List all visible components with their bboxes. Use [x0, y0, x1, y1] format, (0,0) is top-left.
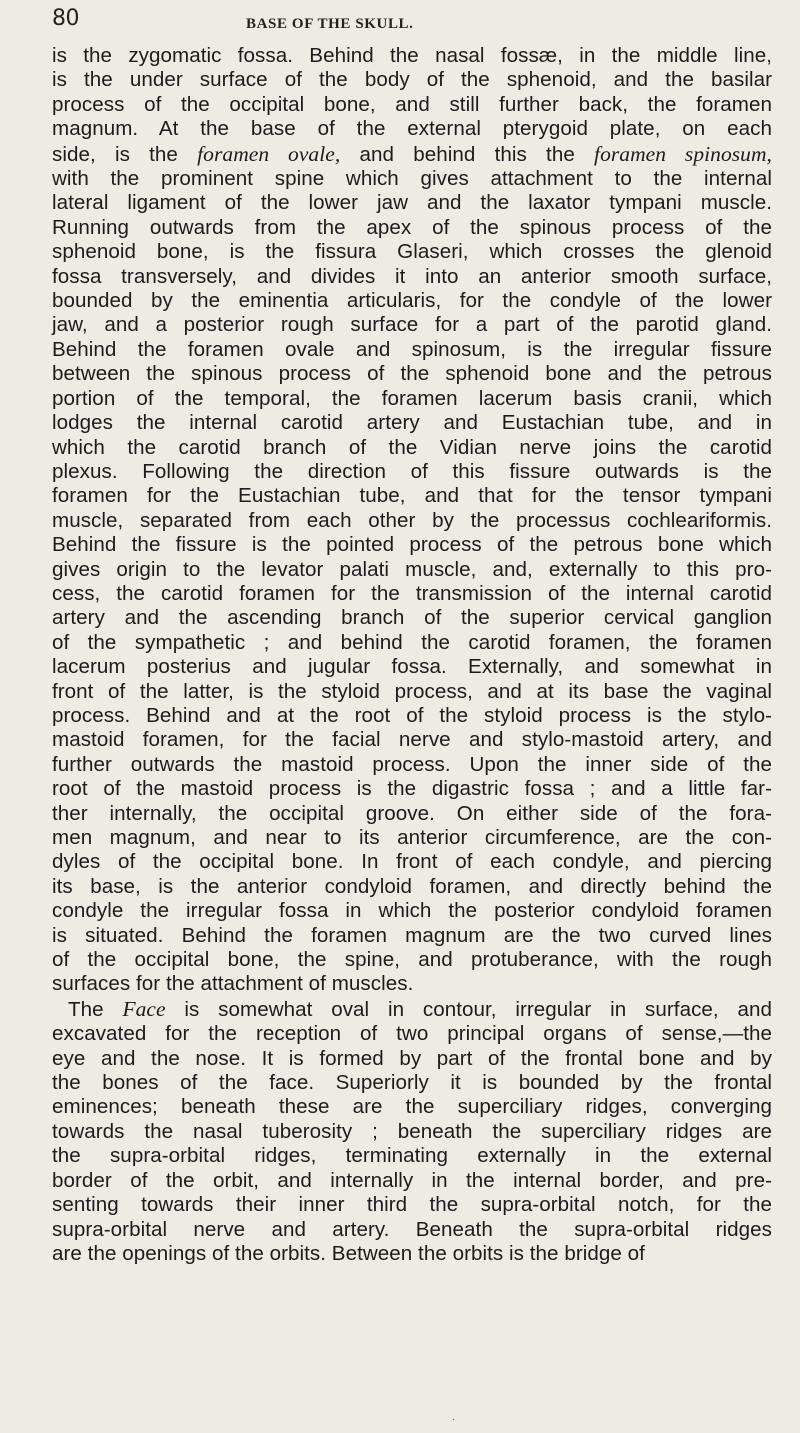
- text-run: the supra-orbital ridges, terminating externally in the external: [52, 1144, 772, 1168]
- text-run: artery and the ascending branch of the superior cervical ganglion: [52, 606, 772, 630]
- text-line: [52, 802, 772, 826]
- text-line: [52, 167, 772, 191]
- text-line: [52, 362, 772, 386]
- text-run: excavated for the reception of two principal organs of sense,—the: [52, 1022, 772, 1046]
- text-run: lacerum posterius and jugular fossa. Externally, and somewhat in: [52, 655, 772, 679]
- text-line: [52, 436, 772, 460]
- text-line: [52, 460, 772, 484]
- text-line: [52, 142, 772, 167]
- text-line: [52, 509, 772, 533]
- text-run: foramen for the Eustachian tube, and that for the tensor tympani: [52, 484, 772, 508]
- text-line: [52, 1193, 772, 1217]
- text-line: [52, 582, 772, 606]
- text-line: [52, 411, 772, 435]
- text-run: bounded by the eminentia articularis, for the condyle of the lower: [52, 289, 772, 313]
- text-run: with the prominent spine which gives attachment to the internal: [52, 167, 772, 191]
- text-run: its base, is the anterior condyloid foramen, and directly behind the: [52, 874, 772, 898]
- text-run: the bones of the face. Superiorly it is bounded by the frontal: [52, 1071, 772, 1095]
- page-number: 80: [52, 6, 79, 31]
- paragraph-face: [52, 997, 772, 1266]
- text-line: [52, 850, 772, 874]
- text-line: [52, 338, 772, 362]
- text-line: [52, 826, 772, 850]
- body-text: [52, 44, 772, 1266]
- print-speck: ·: [452, 1414, 456, 1425]
- italic-term: foramen ovale,: [197, 141, 341, 166]
- text-line: [52, 1169, 772, 1193]
- text-run: are the openings of the orbits. Between the orbits is the bridge of: [52, 1241, 645, 1265]
- text-run: is the under surface of the body of the sphenoid, and the basilar: [52, 68, 772, 92]
- text-run: magnum. At the base of the external pterygoid plate, on each: [52, 117, 772, 141]
- text-run: surfaces for the attachment of muscles.: [52, 972, 414, 996]
- text-run: front of the latter, is the styloid process, and at its base the vaginal: [52, 679, 772, 703]
- text-run: is the zygomatic fossa. Behind the nasal fossæ, in the middle line,: [52, 44, 772, 67]
- text-run: border of the orbit, and internally in the internal border, and pre-: [52, 1168, 772, 1192]
- text-line: [52, 265, 772, 289]
- text-line: [52, 1071, 772, 1095]
- text-line: [52, 1022, 772, 1046]
- text-line: [52, 777, 772, 801]
- text-line: [52, 558, 772, 582]
- text-run: fossa transversely, and divides it into an anterior smooth surface,: [52, 264, 772, 288]
- text-line: [52, 948, 772, 972]
- text-line: [52, 899, 772, 923]
- text-line: [52, 1120, 772, 1144]
- text-line: [52, 313, 772, 337]
- text-run: senting towards their inner third the supra-orbital notch, for the: [52, 1193, 772, 1217]
- text-run: sphenoid bone, is the fissura Glaseri, which crosses the glenoid: [52, 240, 772, 264]
- text-line: [52, 387, 772, 411]
- text-line: [52, 484, 772, 508]
- text-run: supra-orbital nerve and artery. Beneath the supra-orbital ridges: [52, 1217, 772, 1241]
- text-line: [52, 1047, 772, 1071]
- text-run: eye and the nose. It is formed by part of the frontal bone and by: [52, 1046, 772, 1070]
- text-run: process of the occipital bone, and still further back, the foramen: [52, 92, 772, 116]
- text-line: [52, 728, 772, 752]
- text-run: Running outwards from the apex of the spinous process of the: [52, 215, 772, 239]
- text-line: [52, 1218, 772, 1242]
- text-line: [52, 972, 772, 996]
- text-line: [52, 655, 772, 679]
- text-line: [52, 1242, 772, 1266]
- text-line: [52, 533, 772, 557]
- text-run: muscle, separated from each other by the processus cochleariformis.: [52, 508, 772, 532]
- text-run: Behind the foramen ovale and spinosum, is the irregular fissure: [52, 337, 772, 361]
- text-run: The: [68, 997, 123, 1021]
- text-run: towards the nasal tuberosity ; beneath the superciliary ridges are: [52, 1119, 772, 1143]
- italic-term: foramen spinosum,: [594, 141, 772, 166]
- text-line: [52, 1144, 772, 1168]
- text-run: side, is the: [52, 142, 198, 166]
- paragraph-base-of-skull: [52, 44, 772, 997]
- text-line: [52, 68, 772, 92]
- text-run: is somewhat oval in contour, irregular in surface, and: [165, 997, 772, 1021]
- text-run: jaw, and a posterior rough surface for a part of the parotid gland.: [52, 313, 772, 337]
- text-line: [52, 924, 772, 948]
- text-run: gives origin to the levator palati muscle, and, externally to this pro-: [52, 557, 772, 581]
- text-run: Behind the fissure is the pointed process of the petrous bone which: [52, 533, 772, 557]
- text-run: condyle the irregular fossa in which the posterior condyloid foramen: [52, 899, 772, 923]
- text-run: between the spinous process of the sphenoid bone and the petrous: [52, 362, 772, 386]
- text-line: [52, 1095, 772, 1119]
- text-run: mastoid foramen, for the facial nerve and stylo-mastoid artery, and: [52, 728, 772, 752]
- text-line: [52, 117, 772, 141]
- text-line: [52, 606, 772, 630]
- text-run: lateral ligament of the lower jaw and the laxator tympani muscle.: [52, 191, 772, 215]
- text-line: [52, 289, 772, 313]
- text-line: [52, 216, 772, 240]
- text-run: ther internally, the occipital groove. On either side of the fora-: [52, 801, 772, 825]
- text-line: [52, 44, 772, 68]
- text-run: eminences; beneath these are the superciliary ridges, converging: [52, 1095, 772, 1119]
- text-run: and behind this the: [340, 142, 595, 166]
- text-line: [52, 997, 772, 1022]
- text-run: cess, the carotid foramen for the transmission of the internal carotid: [52, 581, 772, 605]
- running-head: BASE OF THE SKULL.: [246, 16, 414, 32]
- italic-term: Face: [122, 996, 166, 1021]
- text-line: [52, 191, 772, 215]
- text-line: [52, 680, 772, 704]
- text-line: [52, 631, 772, 655]
- text-run: lodges the internal carotid artery and Eustachian tube, and in: [52, 411, 772, 435]
- text-run: further outwards the mastoid process. Upon the inner side of the: [52, 752, 772, 776]
- text-run: dyles of the occipital bone. In front of each condyle, and piercing: [52, 850, 772, 874]
- text-run: which the carotid branch of the Vidian nerve joins the carotid: [52, 435, 772, 459]
- text-run: process. Behind and at the root of the styloid process is the stylo-: [52, 703, 772, 727]
- text-line: [52, 93, 772, 117]
- text-line: [52, 875, 772, 899]
- text-run: plexus. Following the direction of this fissure outwards is the: [52, 459, 772, 483]
- text-run: root of the mastoid process is the digastric fossa ; and a little far-: [52, 777, 772, 801]
- text-run: is situated. Behind the foramen magnum are the two curved lines: [52, 923, 772, 947]
- text-line: [52, 753, 772, 777]
- text-run: of the occipital bone, the spine, and protuberance, with the rough: [52, 948, 772, 972]
- text-line: [52, 240, 772, 264]
- text-run: of the sympathetic ; and behind the carotid foramen, the foramen: [52, 630, 772, 654]
- text-run: portion of the temporal, the foramen lacerum basis cranii, which: [52, 386, 772, 410]
- text-run: men magnum, and near to its anterior circumference, are the con-: [52, 826, 772, 849]
- text-line: [52, 704, 772, 728]
